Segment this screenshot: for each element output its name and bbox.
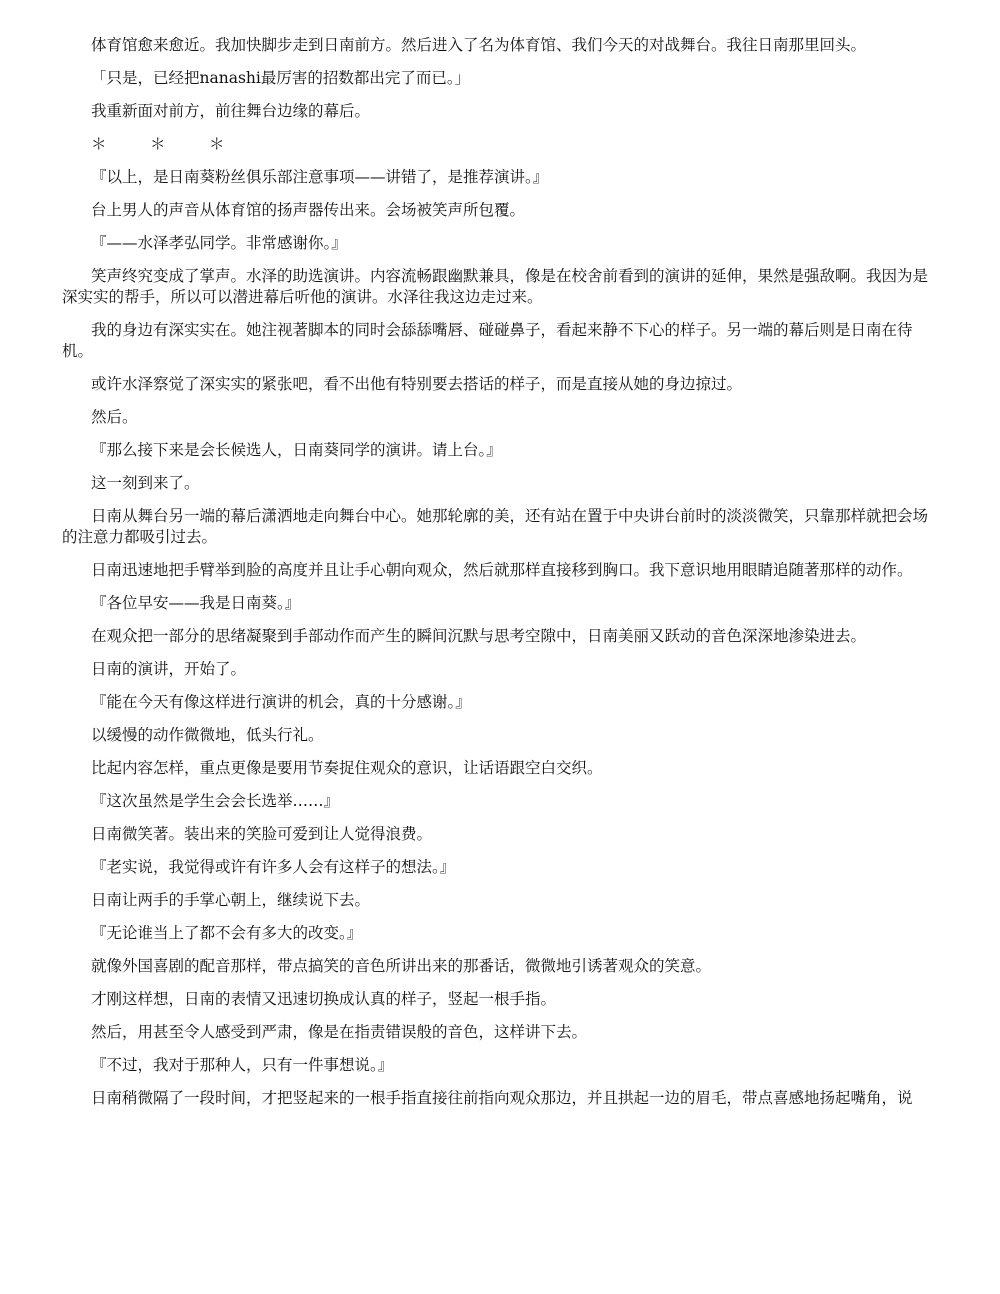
paragraph: 体育馆愈来愈近。我加快脚步走到日南前方。然后进入了名为体育馆、我们今天的对战舞台。我往日南那里回头。 (91, 36, 867, 54)
paragraph: 『不过，我对于那种人，只有一件事想说。』 (91, 1056, 394, 1074)
paragraph: 或许水泽察觉了深实实的紧张吧，看不出他有特别要去搭话的样子，而是直接从她的身边掠过。 (91, 375, 743, 393)
paragraph: 在观众把一部分的思绪凝聚到手部动作而产生的瞬间沉默与思考空隙中，日南美丽又跃动的音色深深地渗染进去。 (91, 627, 867, 645)
paragraph: 日南的演讲，开始了。 (91, 660, 247, 678)
paragraph: 日南微笑著。装出来的笑脸可爱到让人觉得浪费。 (91, 825, 433, 843)
paragraph: 以缓慢的动作微微地，低头行礼。 (91, 726, 324, 744)
paragraph: 『这次虽然是学生会会长选举……』 (91, 792, 340, 810)
paragraph: 才刚这样想，日南的表情又迅速切换成认真的样子，竖起一根手指。 (91, 990, 557, 1008)
paragraph: 『老实说，我觉得或许有许多人会有这样子的想法。』 (91, 858, 456, 876)
paragraph: 然后。 (91, 408, 138, 426)
paragraph: 『以上，是日南葵粉丝俱乐部注意事项——讲错了，是推荐演讲。』 (91, 168, 549, 186)
paragraph: 日南让两手的手掌心朝上，继续说下去。 (91, 891, 371, 909)
paragraph: 台上男人的声音从体育馆的扬声器传出来。会场被笑声所包覆。 (91, 201, 526, 219)
paragraph: 『那么接下来是会长候选人，日南葵同学的演讲。请上台。』 (91, 441, 502, 459)
paragraph: 『——水泽孝弘同学。非常感谢你。』 (91, 234, 347, 252)
paragraph: 日南从舞台另一端的幕后潇洒地走向舞台中心。她那轮廓的美，还有站在置于中央讲台前时的淡淡微笑，只靠那样就把会场的注意力都吸引过去。 (62, 507, 929, 546)
paragraph: 『能在今天有像这样进行演讲的机会，真的十分感谢。』 (91, 693, 471, 711)
paragraph: 日南迅速地把手臂举到脸的高度并且让手心朝向观众，然后就那样直接移到胸口。我下意识地用眼睛追随著那样的动作。 (91, 561, 913, 579)
scene-break: ＊ ＊ ＊ (91, 135, 239, 153)
paragraph: 『各位早安——我是日南葵。』 (91, 594, 301, 612)
paragraph: 我的身边有深实实在。她注视著脚本的同时会舔舔嘴唇、碰碰鼻子，看起来静不下心的样子。另一端的幕后则是日南在待机。 (62, 321, 913, 360)
paragraph: 这一刻到来了。 (91, 474, 200, 492)
paragraph: 我重新面对前方，前往舞台边缘的幕后。 (91, 102, 371, 120)
paragraph: 然后，用甚至令人感受到严肃，像是在指责错误般的音色，这样讲下去。 (91, 1023, 588, 1041)
paragraph: 比起内容怎样，重点更像是要用节奏捉住观众的意识，让话语跟空白交织。 (91, 759, 603, 777)
paragraph: 「只是，已经把nanashi最厉害的招数都出完了而已。」 (91, 69, 471, 87)
paragraph: 就像外国喜剧的配音那样，带点搞笑的音色所讲出来的那番话，微微地引诱著观众的笑意。 (91, 957, 712, 975)
paragraph: 『无论谁当上了都不会有多大的改变。』 (91, 924, 363, 942)
paragraph: 笑声终究变成了掌声。水泽的助选演讲。内容流畅跟幽默兼具，像是在校舍前看到的演讲的延伸，果然是强敌啊。我因为是深实实的帮手，所以可以潜进幕后听他的演讲。水泽往我这边走过来。 (62, 267, 929, 306)
paragraph: 日南稍微隔了一段时间，才把竖起来的一根手指直接往前指向观众那边，并且拱起一边的眉毛，带点喜感地扬起嘴角，说 (91, 1089, 913, 1107)
